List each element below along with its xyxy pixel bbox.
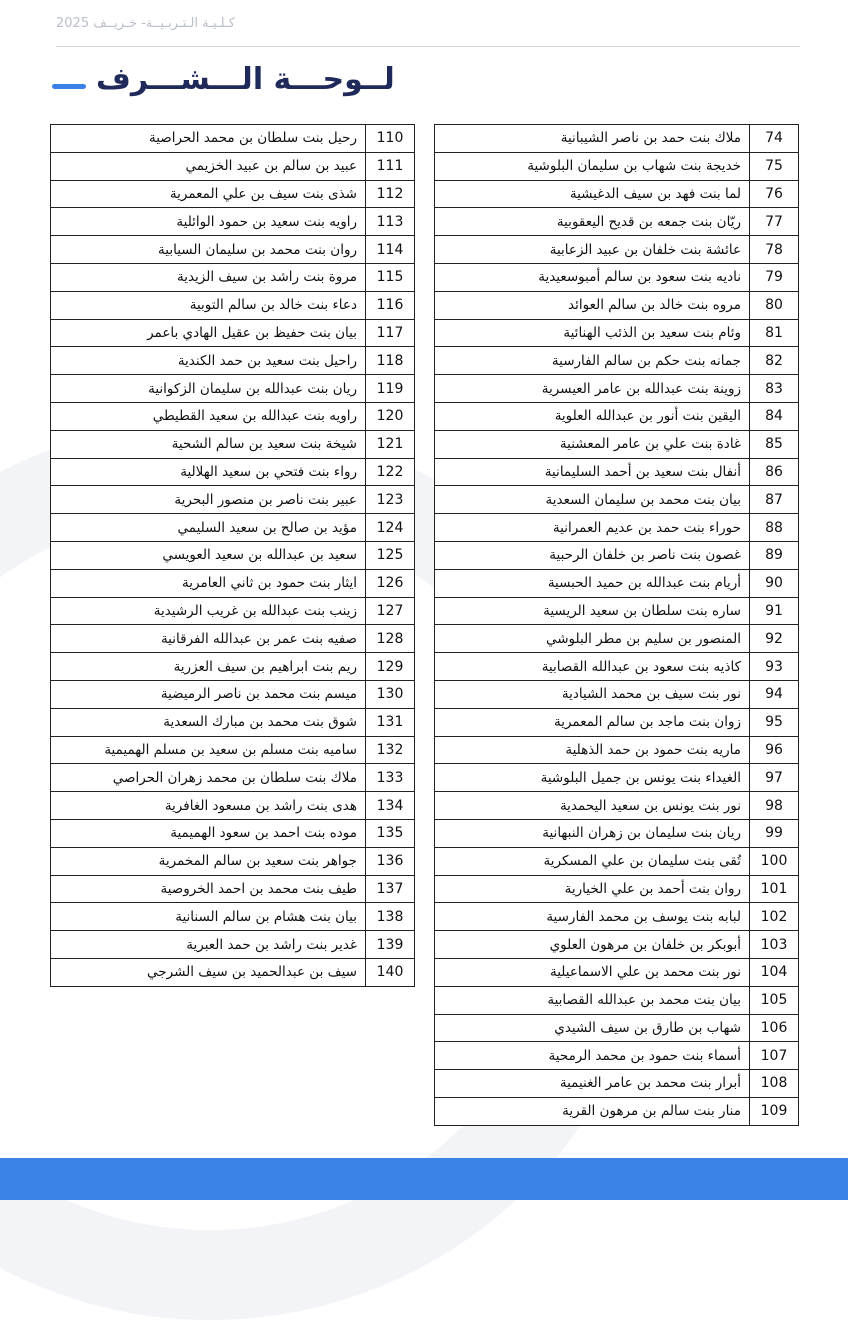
row-number: 82 xyxy=(750,347,799,375)
row-number: 136 xyxy=(366,847,415,875)
table-row xyxy=(435,236,799,264)
table-row xyxy=(435,569,799,597)
row-number: 83 xyxy=(750,375,799,403)
student-name: وئام بنت سعيد بن الذئب الهنائية xyxy=(435,319,750,347)
table-row xyxy=(435,180,799,208)
row-number: 95 xyxy=(750,708,799,736)
student-name: ريّان بنت جمعه بن قديح اليعقوبية xyxy=(435,208,750,236)
row-number: 77 xyxy=(750,208,799,236)
student-name: زينب بنت عبدالله بن غريب الرشيدية xyxy=(51,597,366,625)
table-row xyxy=(435,736,799,764)
page-title: لــوحـــة الـــشـــرف xyxy=(96,62,395,97)
table-row xyxy=(435,792,799,820)
student-name: الغيداء بنت يونس بن جميل البلوشية xyxy=(435,764,750,792)
student-name: روان بنت أحمد بن علي الخيارية xyxy=(435,875,750,903)
table-row xyxy=(435,903,799,931)
row-number: 137 xyxy=(366,875,415,903)
table-row xyxy=(435,819,799,847)
row-number: 102 xyxy=(750,903,799,931)
table-row xyxy=(435,458,799,486)
row-number: 96 xyxy=(750,736,799,764)
row-number: 123 xyxy=(366,486,415,514)
student-name: شذى بنت سيف بن علي المعمرية xyxy=(51,180,366,208)
student-name: شهاب بن طارق بن سيف الشيدي xyxy=(435,1014,750,1042)
student-name: حوراء بنت حمد بن عديم العمرانية xyxy=(435,514,750,542)
student-name: بيان بنت حفيظ بن عقيل الهادي باعمر xyxy=(51,319,366,347)
header-college-term: كـلـيـة الـتـربـيــة- خـريــف 2025 xyxy=(56,16,235,31)
table-row xyxy=(51,152,415,180)
student-name: لبابه بنت يوسف بن محمد الفارسية xyxy=(435,903,750,931)
table-row xyxy=(435,291,799,319)
table-row xyxy=(51,847,415,875)
row-number: 114 xyxy=(366,236,415,264)
table-row xyxy=(435,1097,799,1125)
student-name: جواهر بنت سعيد بن سالم المخمرية xyxy=(51,847,366,875)
table-row xyxy=(51,903,415,931)
table-row xyxy=(51,792,415,820)
student-name: غصون بنت ناصر بن خلفان الرحبية xyxy=(435,541,750,569)
row-number: 124 xyxy=(366,514,415,542)
table-row xyxy=(435,708,799,736)
row-number: 139 xyxy=(366,931,415,959)
row-number: 135 xyxy=(366,819,415,847)
table-row xyxy=(51,402,415,430)
row-number: 126 xyxy=(366,569,415,597)
row-number: 99 xyxy=(750,819,799,847)
row-number: 106 xyxy=(750,1014,799,1042)
student-name: مروة بنت راشد بن سيف الزيدية xyxy=(51,263,366,291)
student-name: كاذيه بنت سعود بن عبدالله القصابية xyxy=(435,653,750,681)
student-name: زوان بنت ماجد بن سالم المعمرية xyxy=(435,708,750,736)
student-name: نور بنت سيف بن محمد الشيادية xyxy=(435,680,750,708)
row-number: 79 xyxy=(750,263,799,291)
table-row xyxy=(435,986,799,1014)
row-number: 128 xyxy=(366,625,415,653)
student-name: رحيل بنت سلطان بن محمد الحراصية xyxy=(51,125,366,153)
title-accent-bar xyxy=(52,84,86,89)
row-number: 113 xyxy=(366,208,415,236)
student-name: أنفال بنت سعيد بن أحمد السليمانية xyxy=(435,458,750,486)
table-row xyxy=(435,1070,799,1098)
row-number: 134 xyxy=(366,792,415,820)
student-name: تُقى بنت سليمان بن علي المسكرية xyxy=(435,847,750,875)
row-number: 91 xyxy=(750,597,799,625)
table-row xyxy=(435,402,799,430)
student-name: دعاء بنت خالد بن سالم التوبية xyxy=(51,291,366,319)
row-number: 75 xyxy=(750,152,799,180)
student-name: ساره بنت سلطان بن سعيد الريسية xyxy=(435,597,750,625)
row-number: 116 xyxy=(366,291,415,319)
table-row xyxy=(51,958,415,986)
student-name: لما بنت فهد بن سيف الدغيشية xyxy=(435,180,750,208)
table-row xyxy=(435,347,799,375)
table-row xyxy=(435,680,799,708)
row-number: 109 xyxy=(750,1097,799,1125)
table-row xyxy=(435,486,799,514)
table-row xyxy=(435,152,799,180)
student-name: أبوبكر بن خلفان بن مرهون العلوي xyxy=(435,931,750,959)
table-row xyxy=(51,208,415,236)
student-name: رواء بنت فتحي بن سعيد الهلالية xyxy=(51,458,366,486)
row-number: 125 xyxy=(366,541,415,569)
student-name: غدير بنت راشد بن حمد العبرية xyxy=(51,931,366,959)
table-row xyxy=(435,931,799,959)
student-name: ريان بنت سليمان بن زهران النبهانية xyxy=(435,819,750,847)
table-row xyxy=(435,597,799,625)
honor-roll-table-left xyxy=(50,124,415,987)
student-name: مؤيد بن صالح بن سعيد السليمي xyxy=(51,514,366,542)
row-number: 107 xyxy=(750,1042,799,1070)
table-row xyxy=(51,319,415,347)
table-row xyxy=(435,625,799,653)
table-row xyxy=(435,875,799,903)
honor-roll-table-right xyxy=(434,124,799,1126)
table-row xyxy=(51,653,415,681)
row-number: 81 xyxy=(750,319,799,347)
table-row xyxy=(435,541,799,569)
row-number: 120 xyxy=(366,402,415,430)
student-name: بيان بنت محمد بن عبدالله القصابية xyxy=(435,986,750,1014)
table-row xyxy=(51,736,415,764)
student-name: صفيه بنت عمر بن عبدالله الفرقانية xyxy=(51,625,366,653)
row-number: 100 xyxy=(750,847,799,875)
student-name: راويه بنت عبدالله بن سعيد القطيطي xyxy=(51,402,366,430)
student-name: بيان بنت هشام بن سالم السنانية xyxy=(51,903,366,931)
row-number: 111 xyxy=(366,152,415,180)
table-row xyxy=(51,708,415,736)
table-row xyxy=(51,597,415,625)
row-number: 86 xyxy=(750,458,799,486)
table-row xyxy=(51,430,415,458)
row-number: 121 xyxy=(366,430,415,458)
table-row xyxy=(435,430,799,458)
student-name: ريان بنت عبدالله بن سليمان الزكوانية xyxy=(51,375,366,403)
table-row xyxy=(435,514,799,542)
table-row xyxy=(435,375,799,403)
row-number: 98 xyxy=(750,792,799,820)
student-name: أبرار بنت محمد بن عامر الغنيمية xyxy=(435,1070,750,1098)
table-row xyxy=(51,680,415,708)
student-name: راحيل بنت سعيد بن حمد الكندية xyxy=(51,347,366,375)
student-name: سيف بن عبدالحميد بن سيف الشرجي xyxy=(51,958,366,986)
table-row xyxy=(51,875,415,903)
table-row xyxy=(51,180,415,208)
row-number: 133 xyxy=(366,764,415,792)
row-number: 93 xyxy=(750,653,799,681)
row-number: 101 xyxy=(750,875,799,903)
student-name: ايثار بنت حمود بن ثاني العامرية xyxy=(51,569,366,597)
table-row xyxy=(51,263,415,291)
student-name: ريم بنت ابراهيم بن سيف العزرية xyxy=(51,653,366,681)
student-name: هدى بنت راشد بن مسعود الغافرية xyxy=(51,792,366,820)
student-name: أسماء بنت حمود بن محمد الرمحية xyxy=(435,1042,750,1070)
row-number: 122 xyxy=(366,458,415,486)
student-name: ماريه بنت حمود بن حمد الذهلية xyxy=(435,736,750,764)
student-name: اليقين بنت أنور بن عبدالله العلوية xyxy=(435,402,750,430)
row-number: 131 xyxy=(366,708,415,736)
student-name: روان بنت محمد بن سليمان السيابية xyxy=(51,236,366,264)
student-name: شوق بنت محمد بن مبارك السعدية xyxy=(51,708,366,736)
student-name: ملاك بنت حمد بن ناصر الشيبانية xyxy=(435,125,750,153)
row-number: 119 xyxy=(366,375,415,403)
table-row xyxy=(435,1042,799,1070)
row-number: 80 xyxy=(750,291,799,319)
row-number: 76 xyxy=(750,180,799,208)
student-name: راويه بنت سعيد بن حمود الوائلية xyxy=(51,208,366,236)
row-number: 105 xyxy=(750,986,799,1014)
table-row xyxy=(435,847,799,875)
table-row xyxy=(51,625,415,653)
row-number: 115 xyxy=(366,263,415,291)
table-row xyxy=(435,125,799,153)
row-number: 97 xyxy=(750,764,799,792)
student-name: شيخة بنت سعيد بن سالم الشحية xyxy=(51,430,366,458)
row-number: 84 xyxy=(750,402,799,430)
table-row xyxy=(435,319,799,347)
student-name: المنصور بن سليم بن مطر البلوشي xyxy=(435,625,750,653)
student-name: ملاك بنت سلطان بن محمد زهران الحراصي xyxy=(51,764,366,792)
student-name: غادة بنت علي بن عامر المعشنية xyxy=(435,430,750,458)
student-name: منار بنت سالم بن مرهون القرية xyxy=(435,1097,750,1125)
table-row xyxy=(51,819,415,847)
student-name: عبير بنت ناصر بن منصور البحرية xyxy=(51,486,366,514)
table-row xyxy=(51,347,415,375)
student-name: جمانه بنت حكم بن سالم الفارسية xyxy=(435,347,750,375)
table-row xyxy=(51,458,415,486)
row-number: 108 xyxy=(750,1070,799,1098)
row-number: 92 xyxy=(750,625,799,653)
table-row xyxy=(51,291,415,319)
row-number: 110 xyxy=(366,125,415,153)
student-name: زوينة بنت عبدالله بن عامر العيسرية xyxy=(435,375,750,403)
student-name: موده بنت احمد بن سعود الهميمية xyxy=(51,819,366,847)
table-row xyxy=(51,375,415,403)
row-number: 112 xyxy=(366,180,415,208)
student-name: عائشة بنت خلفان بن عبيد الزعابية xyxy=(435,236,750,264)
table-row xyxy=(51,125,415,153)
row-number: 85 xyxy=(750,430,799,458)
student-name: نور بنت يونس بن سعيد اليحمدية xyxy=(435,792,750,820)
table-row xyxy=(435,263,799,291)
student-name: ناديه بنت سعود بن سالم أمبوسعيدية xyxy=(435,263,750,291)
row-number: 129 xyxy=(366,653,415,681)
student-name: عبيد بن سالم بن عبيد الخزيمي xyxy=(51,152,366,180)
row-number: 87 xyxy=(750,486,799,514)
table-row xyxy=(435,1014,799,1042)
student-name: خديجة بنت شهاب بن سليمان البلوشية xyxy=(435,152,750,180)
row-number: 88 xyxy=(750,514,799,542)
student-name: سعيد بن عبدالله بن سعيد العويسي xyxy=(51,541,366,569)
student-name: طيف بنت محمد بن احمد الخروصية xyxy=(51,875,366,903)
table-row xyxy=(51,541,415,569)
header-divider xyxy=(56,46,800,47)
table-row xyxy=(51,486,415,514)
table-row xyxy=(435,764,799,792)
table-row xyxy=(435,653,799,681)
student-name: ساميه بنت مسلم بن سعيد بن مسلم الهميمية xyxy=(51,736,366,764)
row-number: 130 xyxy=(366,680,415,708)
row-number: 103 xyxy=(750,931,799,959)
row-number: 118 xyxy=(366,347,415,375)
row-number: 74 xyxy=(750,125,799,153)
table-row xyxy=(51,569,415,597)
row-number: 90 xyxy=(750,569,799,597)
table-row xyxy=(435,958,799,986)
row-number: 132 xyxy=(366,736,415,764)
student-name: مروه بنت خالد بن سالم العوائد xyxy=(435,291,750,319)
row-number: 104 xyxy=(750,958,799,986)
row-number: 140 xyxy=(366,958,415,986)
student-name: بيان بنت محمد بن سليمان السعدية xyxy=(435,486,750,514)
table-row xyxy=(51,931,415,959)
row-number: 89 xyxy=(750,541,799,569)
student-name: أريام بنت عبدالله بن حميد الحبسية xyxy=(435,569,750,597)
footer-bar xyxy=(0,1158,848,1200)
row-number: 117 xyxy=(366,319,415,347)
table-row xyxy=(51,764,415,792)
student-name: نور بنت محمد بن علي الاسماعيلية xyxy=(435,958,750,986)
row-number: 127 xyxy=(366,597,415,625)
row-number: 94 xyxy=(750,680,799,708)
table-row xyxy=(51,514,415,542)
row-number: 78 xyxy=(750,236,799,264)
table-row xyxy=(51,236,415,264)
row-number: 138 xyxy=(366,903,415,931)
table-row xyxy=(435,208,799,236)
student-name: ميسم بنت محمد بن ناصر الرميضية xyxy=(51,680,366,708)
